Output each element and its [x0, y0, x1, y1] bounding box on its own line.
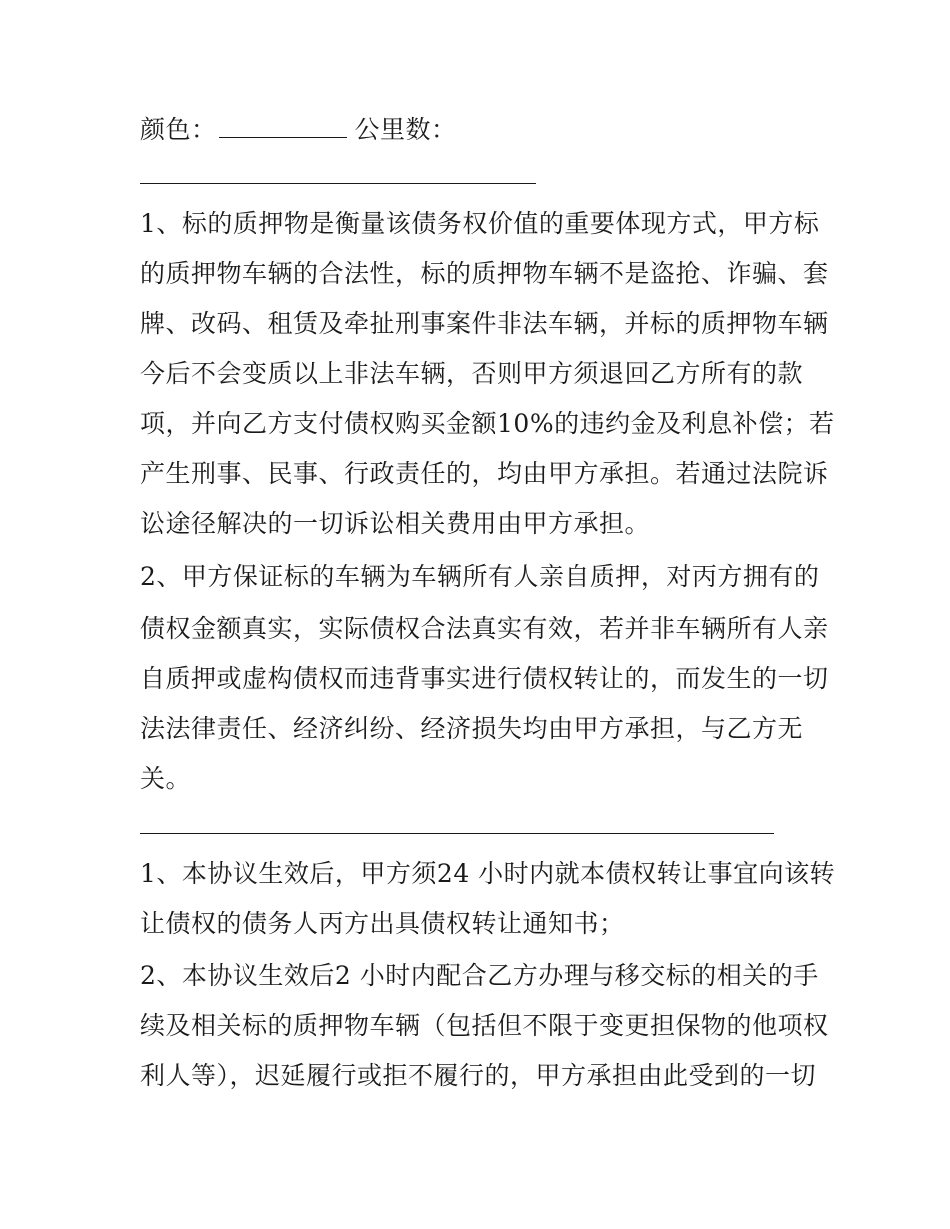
s1-item1-line-6: 产生刑事、民事、行政责任的，均由甲方承担。若通过法院诉 — [140, 459, 829, 488]
s2-item1-line-2: 让债权的债务人丙方出具债权转让通知书； — [140, 909, 625, 938]
s2-item2-line-1: 2、本协议生效后2 小时内配合乙方办理与移交标的相关的手 — [140, 961, 819, 990]
color-blank — [219, 115, 347, 138]
vehicle-info-line — [140, 115, 457, 145]
s2-item1-line-1: 1、本协议生效后，甲方须24 小时内就本债权转让事宜向该转 — [140, 859, 836, 888]
s1-item1-line-7: 讼途径解决的一切诉讼相关费用由甲方承担。 — [140, 509, 651, 538]
s1-item2-line-4: 法法律责任、经济纠纷、经济损失均由甲方承担，与乙方无 — [140, 714, 804, 743]
s1-item1-line-5: 项，并向乙方支付债权购买金额10%的违约金及利息补偿；若 — [140, 409, 835, 438]
s1-item2-line-3: 自质押或虚构债权而违背事实进行债权转让的，而发生的一切 — [140, 664, 829, 693]
s1-item1-line-4: 今后不会变质以上非法车辆，否则甲方须退回乙方所有的款 — [140, 359, 804, 388]
fill-in-rule-2 — [140, 833, 774, 834]
s1-item2-line-2: 债权金额真实，实际债权合法真实有效，若并非车辆所有人亲 — [140, 614, 829, 643]
color-label: 颜色： — [140, 115, 217, 144]
s1-item1-line-2: 的质押物车辆的合法性，标的质押物车辆不是盗抢、诈骗、套 — [140, 259, 829, 288]
s2-item2-line-2: 续及相关标的质押物车辆（包括但不限于变更担保物的他项权 — [140, 1011, 829, 1040]
s1-item1-line-3: 牌、改码、租赁及牵扯刑事案件非法车辆，并标的质押物车辆 — [140, 309, 829, 338]
s1-item2-line-1: 2、甲方保证标的车辆为车辆所有人亲自质押，对丙方拥有的 — [140, 562, 820, 591]
s1-item1-line-1: 1、标的质押物是衡量该债务权价值的重要体现方式，甲方标 — [140, 209, 820, 238]
s2-item2-line-3: 利人等），迟延履行或拒不履行的，甲方承担由此受到的一切 — [140, 1061, 817, 1090]
mileage-label: 公里数： — [354, 115, 457, 144]
s1-item2-line-5: 关。 — [140, 764, 192, 793]
fill-in-rule-1 — [140, 183, 536, 184]
